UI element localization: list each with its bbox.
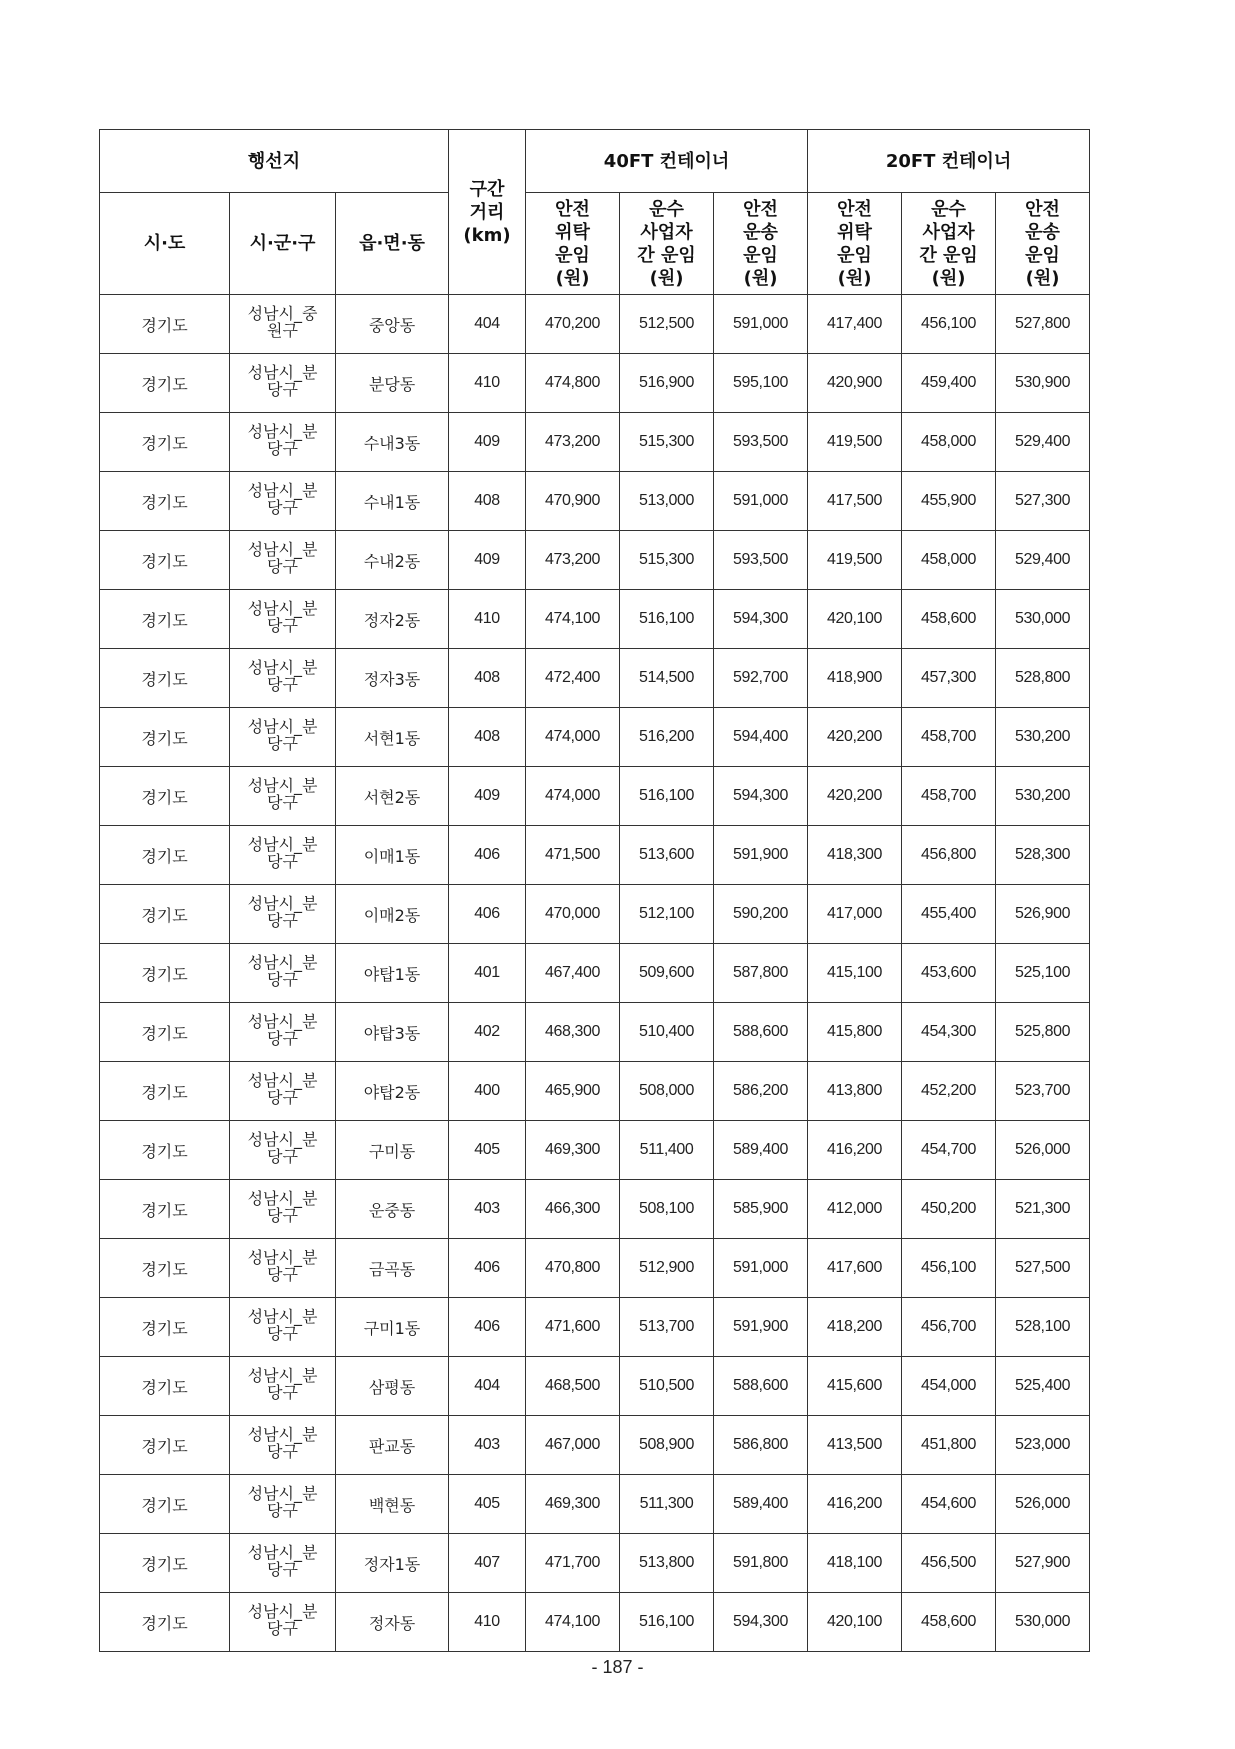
cell-distance: 402 bbox=[449, 1003, 526, 1062]
cell-40ft-inter-carrier-rate: 516,900 bbox=[620, 354, 714, 413]
cell-40ft-safety-transport-rate: 595,100 bbox=[714, 354, 808, 413]
cell-20ft-safety-consignment-rate: 420,200 bbox=[808, 767, 902, 826]
cell-sigungu: 성남시_분 당구 bbox=[230, 1593, 336, 1652]
cell-20ft-inter-carrier-rate: 458,000 bbox=[902, 531, 996, 590]
cell-distance: 406 bbox=[449, 826, 526, 885]
cell-20ft-safety-consignment-rate: 417,500 bbox=[808, 472, 902, 531]
table-row bbox=[100, 1475, 1090, 1534]
cell-40ft-safety-transport-rate: 593,500 bbox=[714, 531, 808, 590]
cell-20ft-inter-carrier-rate: 457,300 bbox=[902, 649, 996, 708]
table-row bbox=[100, 767, 1090, 826]
cell-sido: 경기도 bbox=[100, 295, 230, 354]
cell-20ft-safety-consignment-rate: 415,800 bbox=[808, 1003, 902, 1062]
table-body bbox=[100, 295, 1090, 1652]
cell-eupmyeondong: 운중동 bbox=[336, 1180, 449, 1239]
page-number: - 187 - bbox=[591, 1657, 644, 1677]
cell-20ft-inter-carrier-rate: 454,600 bbox=[902, 1475, 996, 1534]
cell-20ft-safety-transport-rate: 530,900 bbox=[996, 354, 1090, 413]
cell-distance: 403 bbox=[449, 1180, 526, 1239]
cell-sido: 경기도 bbox=[100, 826, 230, 885]
cell-distance: 400 bbox=[449, 1062, 526, 1121]
cell-40ft-safety-transport-rate: 591,800 bbox=[714, 1534, 808, 1593]
cell-20ft-inter-carrier-rate: 456,800 bbox=[902, 826, 996, 885]
header-40ft-inter-carrier-rate: 운수 사업자 간 운임 (원) bbox=[620, 193, 714, 295]
cell-sigungu: 성남시_분 당구 bbox=[230, 649, 336, 708]
cell-distance: 408 bbox=[449, 708, 526, 767]
cell-eupmyeondong: 서현1동 bbox=[336, 708, 449, 767]
cell-eupmyeondong: 백현동 bbox=[336, 1475, 449, 1534]
table-header bbox=[100, 130, 1090, 295]
cell-sido: 경기도 bbox=[100, 1062, 230, 1121]
cell-40ft-inter-carrier-rate: 516,100 bbox=[620, 767, 714, 826]
cell-20ft-safety-consignment-rate: 417,400 bbox=[808, 295, 902, 354]
table-row bbox=[100, 1357, 1090, 1416]
table-row bbox=[100, 1003, 1090, 1062]
cell-sido: 경기도 bbox=[100, 1003, 230, 1062]
cell-distance: 401 bbox=[449, 944, 526, 1003]
cell-sido: 경기도 bbox=[100, 354, 230, 413]
cell-20ft-safety-consignment-rate: 417,600 bbox=[808, 1239, 902, 1298]
cell-sigungu: 성남시_분 당구 bbox=[230, 1239, 336, 1298]
cell-sido: 경기도 bbox=[100, 1357, 230, 1416]
header-group-40ft: 40FT 컨테이너 bbox=[526, 130, 808, 193]
cell-20ft-inter-carrier-rate: 454,700 bbox=[902, 1121, 996, 1180]
cell-eupmyeondong: 삼평동 bbox=[336, 1357, 449, 1416]
cell-sigungu: 성남시_분 당구 bbox=[230, 354, 336, 413]
table-row bbox=[100, 1593, 1090, 1652]
cell-eupmyeondong: 수내1동 bbox=[336, 472, 449, 531]
cell-eupmyeondong: 수내3동 bbox=[336, 413, 449, 472]
cell-40ft-inter-carrier-rate: 509,600 bbox=[620, 944, 714, 1003]
cell-40ft-inter-carrier-rate: 515,300 bbox=[620, 531, 714, 590]
cell-20ft-inter-carrier-rate: 459,400 bbox=[902, 354, 996, 413]
cell-20ft-safety-consignment-rate: 415,100 bbox=[808, 944, 902, 1003]
cell-20ft-safety-consignment-rate: 419,500 bbox=[808, 531, 902, 590]
header-20ft-safety-transport-rate: 안전 운송 운임 (원) bbox=[996, 193, 1090, 295]
cell-20ft-inter-carrier-rate: 458,700 bbox=[902, 708, 996, 767]
cell-40ft-safety-consignment-rate: 470,800 bbox=[526, 1239, 620, 1298]
cell-sigungu: 성남시_분 당구 bbox=[230, 1416, 336, 1475]
cell-20ft-safety-consignment-rate: 419,500 bbox=[808, 413, 902, 472]
cell-40ft-inter-carrier-rate: 511,300 bbox=[620, 1475, 714, 1534]
cell-20ft-safety-consignment-rate: 416,200 bbox=[808, 1475, 902, 1534]
cell-40ft-safety-transport-rate: 591,900 bbox=[714, 1298, 808, 1357]
cell-sido: 경기도 bbox=[100, 767, 230, 826]
cell-sigungu: 성남시_분 당구 bbox=[230, 1534, 336, 1593]
cell-20ft-inter-carrier-rate: 450,200 bbox=[902, 1180, 996, 1239]
cell-40ft-safety-transport-rate: 594,300 bbox=[714, 1593, 808, 1652]
header-group-20ft: 20FT 컨테이너 bbox=[808, 130, 1090, 193]
cell-20ft-safety-consignment-rate: 412,000 bbox=[808, 1180, 902, 1239]
cell-40ft-safety-transport-rate: 589,400 bbox=[714, 1121, 808, 1180]
cell-20ft-safety-consignment-rate: 415,600 bbox=[808, 1357, 902, 1416]
cell-40ft-safety-transport-rate: 586,200 bbox=[714, 1062, 808, 1121]
cell-20ft-safety-transport-rate: 527,500 bbox=[996, 1239, 1090, 1298]
table-row bbox=[100, 944, 1090, 1003]
cell-40ft-safety-consignment-rate: 471,500 bbox=[526, 826, 620, 885]
cell-distance: 406 bbox=[449, 1298, 526, 1357]
cell-40ft-inter-carrier-rate: 511,400 bbox=[620, 1121, 714, 1180]
cell-20ft-safety-consignment-rate: 420,200 bbox=[808, 708, 902, 767]
cell-sido: 경기도 bbox=[100, 413, 230, 472]
cell-40ft-safety-consignment-rate: 473,200 bbox=[526, 531, 620, 590]
cell-40ft-safety-transport-rate: 594,300 bbox=[714, 767, 808, 826]
cell-sigungu: 성남시_분 당구 bbox=[230, 590, 336, 649]
cell-20ft-safety-transport-rate: 528,800 bbox=[996, 649, 1090, 708]
cell-distance: 406 bbox=[449, 1239, 526, 1298]
cell-40ft-inter-carrier-rate: 516,100 bbox=[620, 590, 714, 649]
cell-40ft-inter-carrier-rate: 512,100 bbox=[620, 885, 714, 944]
cell-40ft-inter-carrier-rate: 514,500 bbox=[620, 649, 714, 708]
cell-sido: 경기도 bbox=[100, 590, 230, 649]
cell-40ft-inter-carrier-rate: 512,500 bbox=[620, 295, 714, 354]
cell-eupmyeondong: 야탑3동 bbox=[336, 1003, 449, 1062]
cell-20ft-safety-transport-rate: 529,400 bbox=[996, 531, 1090, 590]
cell-40ft-safety-consignment-rate: 465,900 bbox=[526, 1062, 620, 1121]
cell-20ft-safety-transport-rate: 526,000 bbox=[996, 1475, 1090, 1534]
cell-distance: 408 bbox=[449, 472, 526, 531]
cell-sigungu: 성남시_중 원구 bbox=[230, 295, 336, 354]
cell-40ft-safety-transport-rate: 593,500 bbox=[714, 413, 808, 472]
cell-40ft-safety-transport-rate: 586,800 bbox=[714, 1416, 808, 1475]
cell-40ft-safety-consignment-rate: 468,300 bbox=[526, 1003, 620, 1062]
table-row bbox=[100, 1239, 1090, 1298]
cell-20ft-safety-consignment-rate: 418,300 bbox=[808, 826, 902, 885]
cell-sido: 경기도 bbox=[100, 649, 230, 708]
cell-sido: 경기도 bbox=[100, 472, 230, 531]
cell-20ft-safety-transport-rate: 523,000 bbox=[996, 1416, 1090, 1475]
cell-40ft-safety-consignment-rate: 470,200 bbox=[526, 295, 620, 354]
header-40ft-safety-transport-rate: 안전 운송 운임 (원) bbox=[714, 193, 808, 295]
cell-20ft-inter-carrier-rate: 458,600 bbox=[902, 590, 996, 649]
cell-40ft-inter-carrier-rate: 516,100 bbox=[620, 1593, 714, 1652]
cell-distance: 409 bbox=[449, 531, 526, 590]
cell-sigungu: 성남시_분 당구 bbox=[230, 472, 336, 531]
cell-40ft-safety-consignment-rate: 474,100 bbox=[526, 1593, 620, 1652]
table-row bbox=[100, 531, 1090, 590]
cell-eupmyeondong: 분당동 bbox=[336, 354, 449, 413]
cell-20ft-safety-transport-rate: 530,200 bbox=[996, 767, 1090, 826]
cell-sigungu: 성남시_분 당구 bbox=[230, 1003, 336, 1062]
cell-20ft-safety-transport-rate: 527,300 bbox=[996, 472, 1090, 531]
cell-sido: 경기도 bbox=[100, 1475, 230, 1534]
table-row bbox=[100, 885, 1090, 944]
cell-20ft-inter-carrier-rate: 454,000 bbox=[902, 1357, 996, 1416]
cell-eupmyeondong: 구미1동 bbox=[336, 1298, 449, 1357]
cell-40ft-safety-consignment-rate: 474,100 bbox=[526, 590, 620, 649]
cell-sigungu: 성남시_분 당구 bbox=[230, 767, 336, 826]
cell-40ft-inter-carrier-rate: 508,900 bbox=[620, 1416, 714, 1475]
cell-20ft-inter-carrier-rate: 452,200 bbox=[902, 1062, 996, 1121]
cell-distance: 409 bbox=[449, 413, 526, 472]
cell-eupmyeondong: 판교동 bbox=[336, 1416, 449, 1475]
cell-sido: 경기도 bbox=[100, 885, 230, 944]
header-sido: 시·도 bbox=[100, 193, 230, 295]
cell-20ft-safety-transport-rate: 523,700 bbox=[996, 1062, 1090, 1121]
cell-40ft-safety-consignment-rate: 468,500 bbox=[526, 1357, 620, 1416]
cell-sigungu: 성남시_분 당구 bbox=[230, 944, 336, 1003]
cell-20ft-inter-carrier-rate: 456,700 bbox=[902, 1298, 996, 1357]
cell-20ft-inter-carrier-rate: 458,000 bbox=[902, 413, 996, 472]
cell-20ft-safety-transport-rate: 521,300 bbox=[996, 1180, 1090, 1239]
cell-sigungu: 성남시_분 당구 bbox=[230, 1357, 336, 1416]
cell-40ft-safety-consignment-rate: 473,200 bbox=[526, 413, 620, 472]
table-row bbox=[100, 1180, 1090, 1239]
cell-40ft-inter-carrier-rate: 512,900 bbox=[620, 1239, 714, 1298]
cell-20ft-safety-transport-rate: 527,900 bbox=[996, 1534, 1090, 1593]
table-row bbox=[100, 1534, 1090, 1593]
cell-distance: 410 bbox=[449, 1593, 526, 1652]
cell-20ft-safety-transport-rate: 526,900 bbox=[996, 885, 1090, 944]
table-row bbox=[100, 1062, 1090, 1121]
cell-40ft-inter-carrier-rate: 516,200 bbox=[620, 708, 714, 767]
cell-sido: 경기도 bbox=[100, 1593, 230, 1652]
cell-sido: 경기도 bbox=[100, 1239, 230, 1298]
cell-sigungu: 성남시_분 당구 bbox=[230, 885, 336, 944]
cell-20ft-safety-consignment-rate: 413,800 bbox=[808, 1062, 902, 1121]
cell-20ft-safety-consignment-rate: 417,000 bbox=[808, 885, 902, 944]
cell-40ft-safety-transport-rate: 590,200 bbox=[714, 885, 808, 944]
cell-20ft-safety-transport-rate: 526,000 bbox=[996, 1121, 1090, 1180]
cell-20ft-safety-consignment-rate: 420,900 bbox=[808, 354, 902, 413]
cell-40ft-safety-consignment-rate: 469,300 bbox=[526, 1121, 620, 1180]
cell-40ft-inter-carrier-rate: 510,500 bbox=[620, 1357, 714, 1416]
cell-20ft-safety-consignment-rate: 413,500 bbox=[808, 1416, 902, 1475]
cell-20ft-safety-transport-rate: 529,400 bbox=[996, 413, 1090, 472]
cell-40ft-safety-consignment-rate: 474,000 bbox=[526, 708, 620, 767]
cell-eupmyeondong: 구미동 bbox=[336, 1121, 449, 1180]
cell-distance: 410 bbox=[449, 354, 526, 413]
cell-40ft-safety-transport-rate: 594,300 bbox=[714, 590, 808, 649]
cell-20ft-safety-transport-rate: 528,100 bbox=[996, 1298, 1090, 1357]
cell-40ft-safety-transport-rate: 592,700 bbox=[714, 649, 808, 708]
cell-20ft-safety-transport-rate: 525,400 bbox=[996, 1357, 1090, 1416]
cell-sigungu: 성남시_분 당구 bbox=[230, 1475, 336, 1534]
header-40ft-safety-consignment-rate: 안전 위탁 운임 (원) bbox=[526, 193, 620, 295]
cell-sigungu: 성남시_분 당구 bbox=[230, 531, 336, 590]
table-row bbox=[100, 472, 1090, 531]
cell-sido: 경기도 bbox=[100, 708, 230, 767]
cell-20ft-inter-carrier-rate: 455,400 bbox=[902, 885, 996, 944]
cell-distance: 404 bbox=[449, 1357, 526, 1416]
cell-20ft-safety-transport-rate: 525,100 bbox=[996, 944, 1090, 1003]
cell-20ft-inter-carrier-rate: 456,100 bbox=[902, 1239, 996, 1298]
cell-20ft-safety-consignment-rate: 418,200 bbox=[808, 1298, 902, 1357]
cell-40ft-safety-transport-rate: 591,000 bbox=[714, 295, 808, 354]
cell-40ft-safety-consignment-rate: 467,400 bbox=[526, 944, 620, 1003]
table-row bbox=[100, 295, 1090, 354]
cell-40ft-safety-consignment-rate: 471,600 bbox=[526, 1298, 620, 1357]
cell-40ft-safety-transport-rate: 591,900 bbox=[714, 826, 808, 885]
cell-20ft-inter-carrier-rate: 453,600 bbox=[902, 944, 996, 1003]
table-row bbox=[100, 1121, 1090, 1180]
cell-eupmyeondong: 야탑1동 bbox=[336, 944, 449, 1003]
header-sigungu: 시·군·구 bbox=[230, 193, 336, 295]
cell-sigungu: 성남시_분 당구 bbox=[230, 826, 336, 885]
cell-distance: 405 bbox=[449, 1121, 526, 1180]
cell-sigungu: 성남시_분 당구 bbox=[230, 708, 336, 767]
cell-40ft-inter-carrier-rate: 508,100 bbox=[620, 1180, 714, 1239]
cell-eupmyeondong: 야탑2동 bbox=[336, 1062, 449, 1121]
cell-40ft-safety-transport-rate: 591,000 bbox=[714, 472, 808, 531]
cell-eupmyeondong: 정자1동 bbox=[336, 1534, 449, 1593]
cell-eupmyeondong: 수내2동 bbox=[336, 531, 449, 590]
cell-distance: 403 bbox=[449, 1416, 526, 1475]
cell-sido: 경기도 bbox=[100, 1298, 230, 1357]
cell-20ft-safety-transport-rate: 527,800 bbox=[996, 295, 1090, 354]
cell-20ft-safety-consignment-rate: 420,100 bbox=[808, 590, 902, 649]
table-row bbox=[100, 590, 1090, 649]
cell-sigungu: 성남시_분 당구 bbox=[230, 1298, 336, 1357]
cell-20ft-inter-carrier-rate: 458,600 bbox=[902, 1593, 996, 1652]
cell-sigungu: 성남시_분 당구 bbox=[230, 1121, 336, 1180]
cell-sido: 경기도 bbox=[100, 1180, 230, 1239]
cell-sigungu: 성남시_분 당구 bbox=[230, 413, 336, 472]
cell-20ft-safety-transport-rate: 530,000 bbox=[996, 590, 1090, 649]
cell-20ft-inter-carrier-rate: 455,900 bbox=[902, 472, 996, 531]
cell-eupmyeondong: 정자동 bbox=[336, 1593, 449, 1652]
cell-40ft-safety-transport-rate: 585,900 bbox=[714, 1180, 808, 1239]
cell-distance: 410 bbox=[449, 590, 526, 649]
cell-40ft-inter-carrier-rate: 510,400 bbox=[620, 1003, 714, 1062]
cell-20ft-inter-carrier-rate: 456,100 bbox=[902, 295, 996, 354]
cell-40ft-inter-carrier-rate: 508,000 bbox=[620, 1062, 714, 1121]
cell-40ft-safety-consignment-rate: 469,300 bbox=[526, 1475, 620, 1534]
cell-sido: 경기도 bbox=[100, 1121, 230, 1180]
cell-20ft-safety-transport-rate: 530,200 bbox=[996, 708, 1090, 767]
header-distance: 구간 거리 (km) bbox=[449, 130, 526, 295]
header-destination: 행선지 bbox=[100, 130, 449, 193]
cell-40ft-inter-carrier-rate: 513,600 bbox=[620, 826, 714, 885]
cell-20ft-safety-consignment-rate: 418,100 bbox=[808, 1534, 902, 1593]
cell-distance: 407 bbox=[449, 1534, 526, 1593]
cell-20ft-inter-carrier-rate: 458,700 bbox=[902, 767, 996, 826]
cell-sido: 경기도 bbox=[100, 1534, 230, 1593]
cell-40ft-inter-carrier-rate: 513,800 bbox=[620, 1534, 714, 1593]
cell-40ft-inter-carrier-rate: 513,000 bbox=[620, 472, 714, 531]
table-row bbox=[100, 354, 1090, 413]
rate-table bbox=[99, 129, 1090, 1652]
cell-20ft-safety-transport-rate: 525,800 bbox=[996, 1003, 1090, 1062]
cell-40ft-safety-transport-rate: 588,600 bbox=[714, 1003, 808, 1062]
cell-sido: 경기도 bbox=[100, 1416, 230, 1475]
table-row bbox=[100, 826, 1090, 885]
cell-eupmyeondong: 이매2동 bbox=[336, 885, 449, 944]
cell-20ft-inter-carrier-rate: 454,300 bbox=[902, 1003, 996, 1062]
header-20ft-safety-consignment-rate: 안전 위탁 운임 (원) bbox=[808, 193, 902, 295]
cell-eupmyeondong: 정자3동 bbox=[336, 649, 449, 708]
header-20ft-inter-carrier-rate: 운수 사업자 간 운임 (원) bbox=[902, 193, 996, 295]
cell-40ft-safety-consignment-rate: 474,000 bbox=[526, 767, 620, 826]
table-row bbox=[100, 413, 1090, 472]
cell-40ft-safety-transport-rate: 588,600 bbox=[714, 1357, 808, 1416]
cell-eupmyeondong: 이매1동 bbox=[336, 826, 449, 885]
cell-sigungu: 성남시_분 당구 bbox=[230, 1062, 336, 1121]
cell-40ft-inter-carrier-rate: 513,700 bbox=[620, 1298, 714, 1357]
cell-eupmyeondong: 정자2동 bbox=[336, 590, 449, 649]
cell-40ft-safety-transport-rate: 589,400 bbox=[714, 1475, 808, 1534]
table-row bbox=[100, 708, 1090, 767]
cell-20ft-safety-consignment-rate: 416,200 bbox=[808, 1121, 902, 1180]
cell-20ft-inter-carrier-rate: 456,500 bbox=[902, 1534, 996, 1593]
cell-40ft-safety-transport-rate: 594,400 bbox=[714, 708, 808, 767]
cell-eupmyeondong: 금곡동 bbox=[336, 1239, 449, 1298]
cell-eupmyeondong: 서현2동 bbox=[336, 767, 449, 826]
cell-20ft-safety-transport-rate: 528,300 bbox=[996, 826, 1090, 885]
cell-distance: 408 bbox=[449, 649, 526, 708]
cell-40ft-safety-transport-rate: 591,000 bbox=[714, 1239, 808, 1298]
cell-40ft-safety-consignment-rate: 466,300 bbox=[526, 1180, 620, 1239]
cell-40ft-inter-carrier-rate: 515,300 bbox=[620, 413, 714, 472]
table-row bbox=[100, 1298, 1090, 1357]
table-row bbox=[100, 649, 1090, 708]
cell-distance: 406 bbox=[449, 885, 526, 944]
cell-sido: 경기도 bbox=[100, 531, 230, 590]
cell-40ft-safety-consignment-rate: 470,900 bbox=[526, 472, 620, 531]
cell-distance: 405 bbox=[449, 1475, 526, 1534]
cell-sido: 경기도 bbox=[100, 944, 230, 1003]
cell-40ft-safety-consignment-rate: 474,800 bbox=[526, 354, 620, 413]
cell-eupmyeondong: 중앙동 bbox=[336, 295, 449, 354]
cell-40ft-safety-consignment-rate: 471,700 bbox=[526, 1534, 620, 1593]
header-eupmyeondong: 읍·면·동 bbox=[336, 193, 449, 295]
cell-sigungu: 성남시_분 당구 bbox=[230, 1180, 336, 1239]
cell-40ft-safety-consignment-rate: 467,000 bbox=[526, 1416, 620, 1475]
cell-40ft-safety-transport-rate: 587,800 bbox=[714, 944, 808, 1003]
cell-distance: 409 bbox=[449, 767, 526, 826]
table-row bbox=[100, 1416, 1090, 1475]
cell-20ft-safety-consignment-rate: 418,900 bbox=[808, 649, 902, 708]
cell-20ft-inter-carrier-rate: 451,800 bbox=[902, 1416, 996, 1475]
cell-40ft-safety-consignment-rate: 470,000 bbox=[526, 885, 620, 944]
cell-40ft-safety-consignment-rate: 472,400 bbox=[526, 649, 620, 708]
cell-20ft-safety-transport-rate: 530,000 bbox=[996, 1593, 1090, 1652]
cell-20ft-safety-consignment-rate: 420,100 bbox=[808, 1593, 902, 1652]
cell-distance: 404 bbox=[449, 295, 526, 354]
